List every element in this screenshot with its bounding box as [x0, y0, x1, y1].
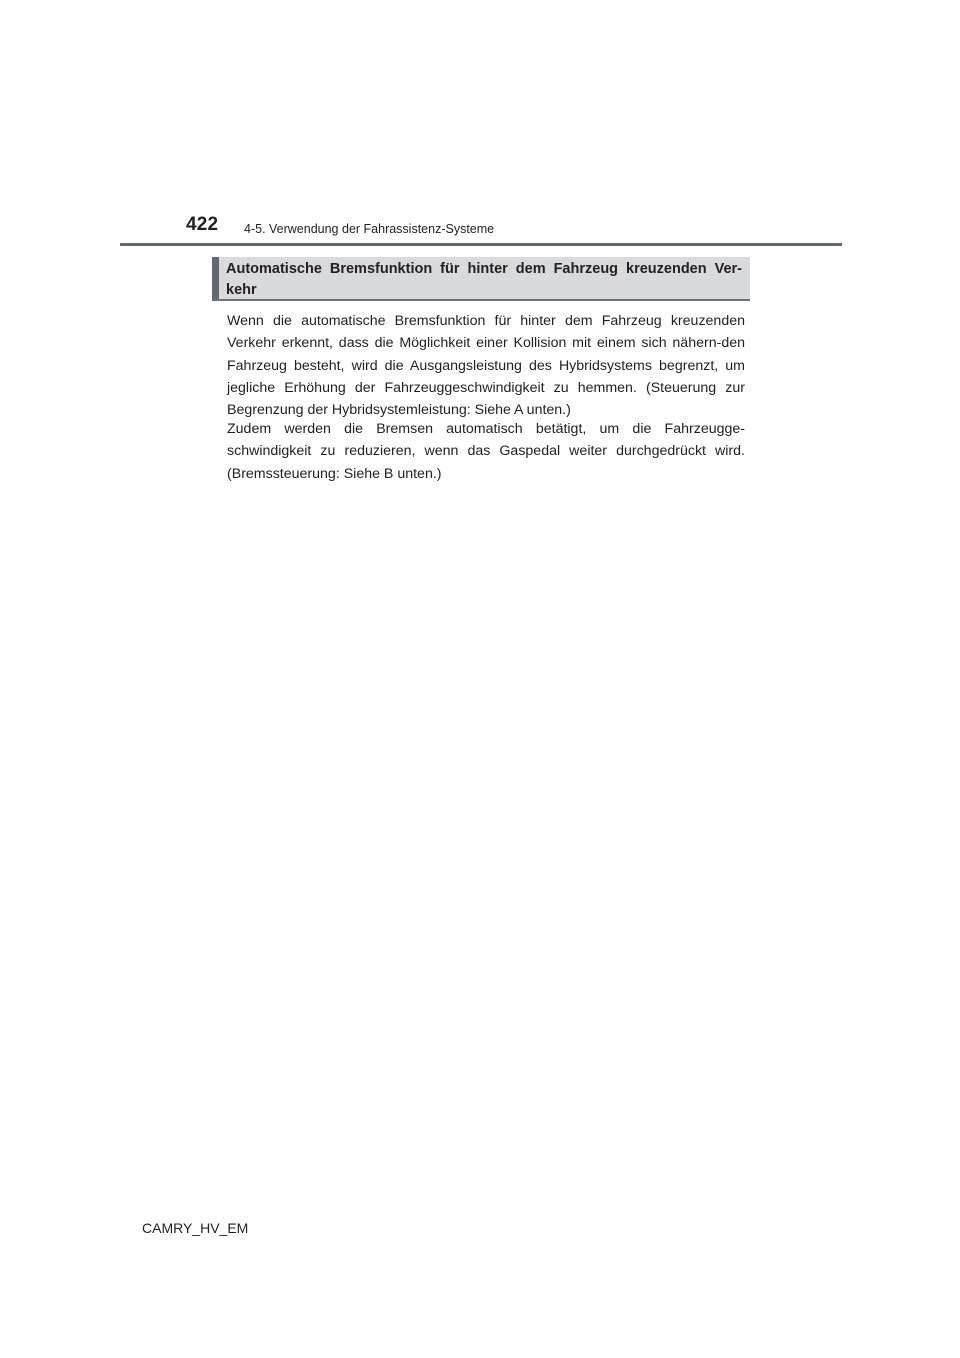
body-paragraph: Zudem werden die Bremsen automatisch betätigt, um die Fahrzeugge-schwindigkeit zu reduzieren, wenn das Gaspedal weiter durchgedrückt wird. (Bremssteuerung: Siehe B unten.) [227, 421, 745, 482]
section-heading [212, 257, 750, 301]
section-heading-accent-bar [212, 257, 219, 299]
chapter-title: 4-5. Verwendung der Fahrassistenz-Systeme [244, 222, 495, 236]
header-divider [120, 243, 842, 246]
document-code: CAMRY_HV_EM [142, 1220, 249, 1236]
body-paragraph: Wenn die automatische Bremsfunktion für hinter dem Fahrzeug kreuzenden Verkehr erkennt, dass die Möglichkeit einer Kollision mit einem sich nähern-den Fahrzeug besteht, wird die Ausgangsleistung des Hybridsystems begrenzt, um jegliche Erhöhung der Fahrzeuggeschwindigkeit zu hemmen. (Steuerung zur Begrenzung der Hybridsystemleistung: Siehe A unten.) [227, 313, 745, 419]
page-number: 422 [186, 214, 219, 235]
section-heading-text: Automatische Bremsfunktion für hinter dem Fahrzeug kreuzenden Ver-kehr [226, 261, 742, 298]
